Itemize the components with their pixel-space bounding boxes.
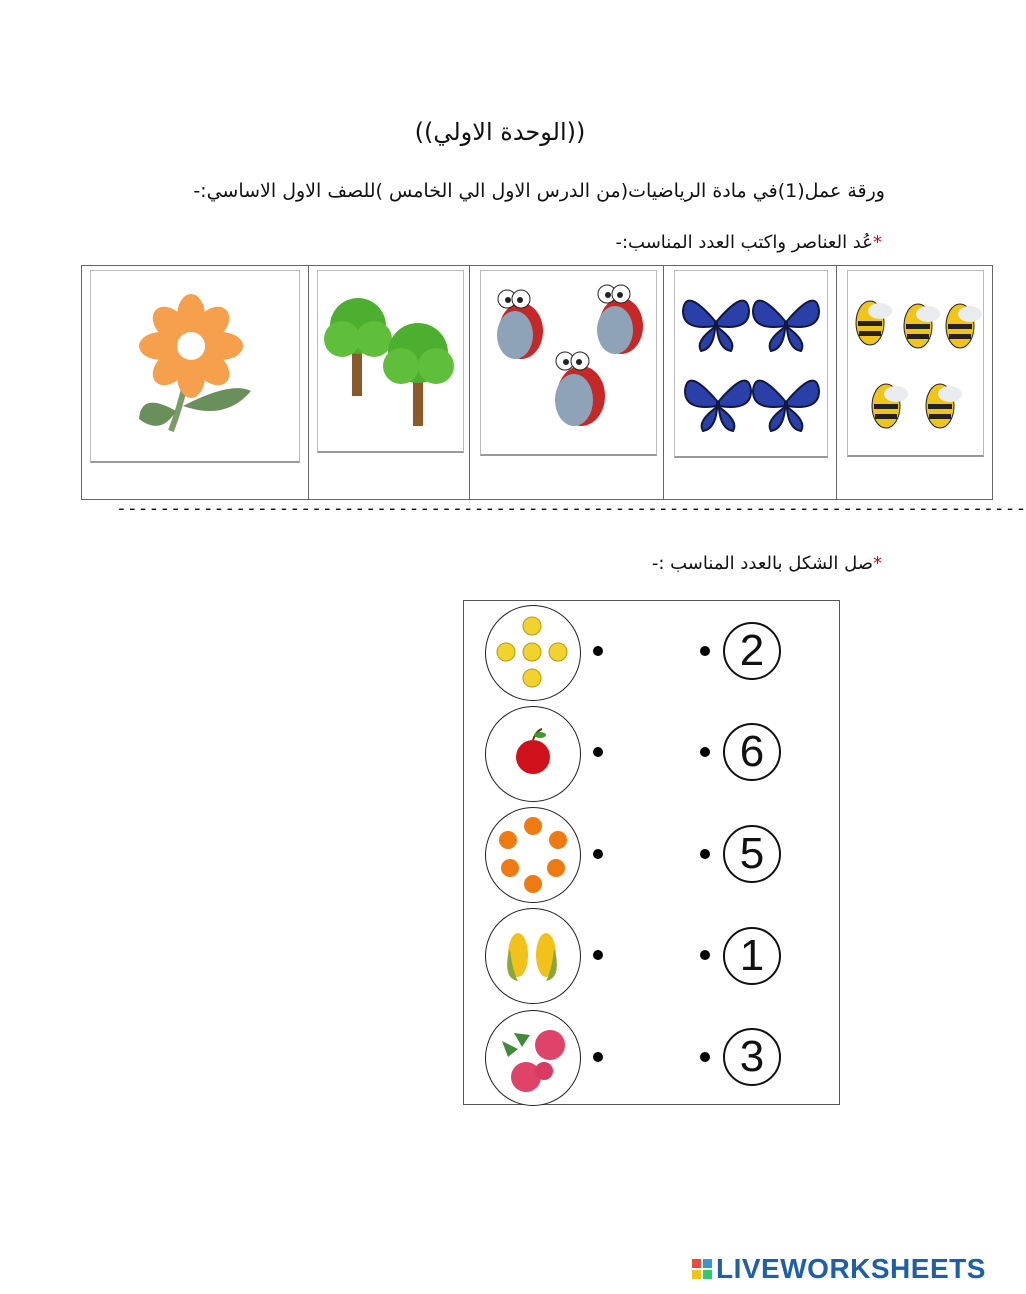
required-star: * [873, 553, 882, 574]
raspberries-icon [486, 1011, 580, 1105]
number-dot[interactable] [700, 849, 710, 859]
match-picture[interactable] [485, 605, 581, 701]
count-cell-bees[interactable] [837, 266, 992, 499]
trees-icon [318, 271, 463, 451]
match-picture[interactable] [485, 807, 581, 903]
butterflies-icon [675, 271, 827, 456]
count-cell-butterflies[interactable] [664, 266, 837, 499]
picture-dot[interactable] [593, 849, 603, 859]
number-dot[interactable] [700, 1052, 710, 1062]
red-apple-icon [486, 707, 580, 801]
logo-mark-icon [692, 1259, 712, 1279]
number-dot[interactable] [700, 747, 710, 757]
liveworksheets-logo[interactable] [692, 1254, 986, 1284]
match-row [464, 805, 839, 905]
oranges-icon [486, 808, 580, 902]
count-table [81, 265, 993, 500]
required-star: * [873, 232, 882, 253]
worksheet-title: ((الوحدة الاولي)) [414, 118, 586, 146]
match-box [463, 600, 840, 1105]
match-row [464, 703, 839, 803]
bees-icon [848, 271, 983, 455]
flower-icon [91, 271, 299, 461]
number-circle: 3 [723, 1028, 781, 1086]
match-row [464, 907, 839, 1007]
yellow-apples-icon [486, 606, 580, 700]
logo-text: LIVEWORKSHEETS [716, 1253, 986, 1284]
section-divider: ------------------------------------------------------------------------------------ [116, 498, 1026, 519]
count-cell-ladybugs[interactable] [470, 266, 664, 499]
picture-dot[interactable] [593, 950, 603, 960]
count-cell-flower[interactable] [82, 266, 309, 499]
count-cell-trees[interactable] [309, 266, 470, 499]
corn-icon [486, 909, 580, 1003]
match-instruction [652, 553, 882, 574]
match-instruction-text: صل الشكل بالعدد المناسب :- [651, 553, 873, 574]
match-picture[interactable] [485, 1010, 581, 1106]
match-picture[interactable] [485, 908, 581, 1004]
count-instruction-text: عُد العناصر واكتب العدد المناسب:- [615, 232, 873, 253]
number-circle: 5 [723, 825, 781, 883]
number-dot[interactable] [700, 646, 710, 656]
number-circle: 6 [723, 723, 781, 781]
match-row [464, 601, 839, 701]
picture-dot[interactable] [593, 747, 603, 757]
match-row [464, 1008, 839, 1108]
picture-dot[interactable] [593, 646, 603, 656]
number-dot[interactable] [700, 950, 710, 960]
match-picture[interactable] [485, 706, 581, 802]
number-circle: 1 [723, 927, 781, 985]
ladybugs-icon [481, 271, 656, 454]
worksheet-subtitle: ورقة عمل(1)في مادة الرياضيات(من الدرس الاول الي الخامس )للصف الاول الاساسي:- [193, 180, 885, 202]
number-circle: 2 [723, 622, 781, 680]
count-instruction [615, 232, 882, 253]
picture-dot[interactable] [593, 1052, 603, 1062]
